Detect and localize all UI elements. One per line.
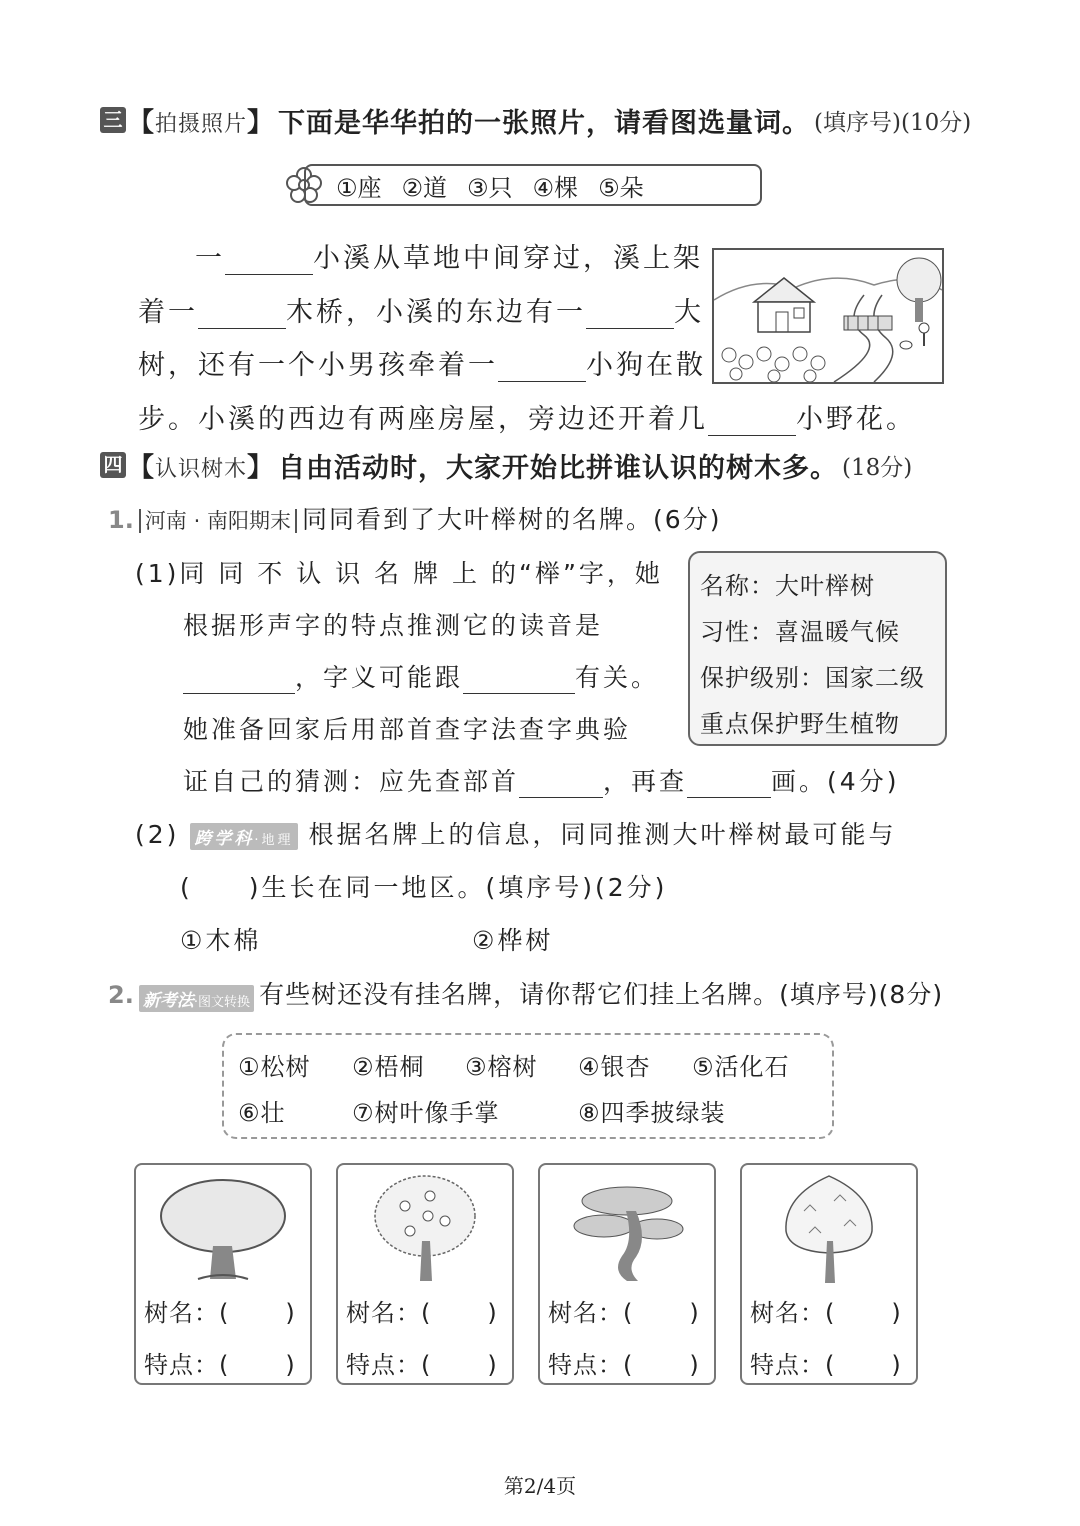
tree-nameplate [688,551,947,746]
question-number: 1. [108,506,134,534]
page-number: 第2/4页 [503,1474,577,1498]
tree-option: ⑥壮 [238,1099,286,1127]
section4-title: 自由活动时，大家开始比拼谁认识的树木多。 [278,452,839,484]
answer-blank[interactable] [687,769,771,798]
q1-part1-line4: 她准备回家后用部首查字法查字典验 [183,715,632,744]
section3-note: (填序号)(10分) [814,109,972,136]
tree-card [336,1163,514,1385]
new-method-tag: 新考法·图文转换 [139,985,254,1012]
answer-blank[interactable] [225,246,313,275]
answer-blank[interactable] [708,407,796,436]
question-text: 同同看到了大叶榉树的名牌。(6分) [302,505,722,534]
section4-heading [100,445,912,485]
cross-subject-tag: 跨学科·地理 [190,823,297,850]
card-feature-line: 特点：( ) [750,1351,902,1379]
section3-category: 【拍摄照片】 [128,107,275,138]
section4-category: 【认识树木】 [128,452,275,483]
q1-part1-line2: 根据形声字的特点推测它的读音是 [183,611,604,640]
tree-option: ⑧四季披绿装 [578,1099,726,1127]
section3-title: 下面是华华拍的一张照片，请看图选量词。 [278,107,811,139]
nameplate-line: 名称：大叶榉树 [700,572,875,600]
tree-option: ①松树 [238,1053,311,1081]
q1-part2-line2: ( )生长在同一地区。(填序号)(2分) [180,873,668,902]
option-item: ⑤朵 [598,173,644,202]
q1-part1-line5: 证自己的猜测：应先查部首 ，再查 画。(4分) [183,767,900,796]
flowering-tree-icon [350,1171,500,1291]
section4-note: (18分) [842,454,913,481]
card-feature-line: 特点：( ) [548,1351,700,1379]
answer-blank[interactable] [183,665,295,694]
tree-card [538,1163,716,1385]
question-text: 有些树还没有挂名牌，请你帮它们挂上名牌。(填序号)(8分) [259,980,944,1009]
passage-line-1: 一 小溪从草地中间穿过，溪上架 [195,243,703,274]
option-item: ④棵 [532,173,579,202]
passage-line-4: 步。小溪的西边有两座房屋，旁边还开着几 小野花。 [138,404,916,435]
answer-blank[interactable] [498,353,586,382]
q1-part2-option-2: ②桦树 [472,926,554,955]
option-item: ①座 [336,173,382,202]
q1-part2-option-1: ①木棉 [180,926,262,955]
nameplate-line: 保护级别：国家二级 [700,664,925,692]
tree-card [134,1163,312,1385]
tree-card [740,1163,918,1385]
measure-word-options [304,164,762,206]
card-name-line: 树名：( ) [144,1299,296,1327]
pine-tree-icon [552,1171,702,1291]
answer-blank[interactable] [198,300,286,329]
passage-line-3: 树，还有一个小男孩牵着一 小狗在散 [138,350,706,381]
card-name-line: 树名：( ) [548,1299,700,1327]
tree-option: ⑦树叶像手掌 [352,1099,500,1127]
answer-blank[interactable] [586,300,674,329]
tree-option: ③榕树 [465,1053,538,1081]
tree-option: ④银杏 [578,1053,651,1081]
option-item: ③只 [467,173,513,202]
option-item: ②道 [401,173,448,202]
tree-option: ⑤活化石 [692,1053,790,1081]
q1-part1-line3: ，字义可能跟 有关。 [183,658,659,694]
source-tag: 河南 · 南阳期末 [139,509,297,533]
tree-option: ②梧桐 [352,1053,425,1081]
card-feature-line: 特点：( ) [144,1351,296,1379]
answer-blank[interactable] [519,769,603,798]
question-number: 2. [108,981,134,1009]
landscape-photo [712,248,944,384]
card-name-line: 树名：( ) [346,1299,498,1327]
question-1-header [108,500,721,536]
nameplate-line: 重点保护野生植物 [700,710,900,738]
banyan-tree-icon [148,1171,298,1291]
nameplate-line: 习性：喜温暖气候 [700,618,900,646]
passage-line-2: 着一 木桥，小溪的东边有一 大 [138,297,704,328]
section3-heading [100,100,971,140]
q1-part1-line1: (1)同 同 不 认 识 名 牌 上 的“榉”字，她 [135,559,663,588]
answer-blank[interactable] [463,665,575,694]
card-feature-line: 特点：( ) [346,1351,498,1379]
section3-badge: 三 [100,107,126,133]
card-name-line: 树名：( ) [750,1299,902,1327]
question-2-header [108,975,943,1012]
q1-part2-line1: (2) 跨学科·地理 根据名牌上的信息，同同推测大叶榉树最可能与 [135,820,897,849]
ginkgo-tree-icon [754,1171,904,1291]
section4-badge: 四 [100,452,126,478]
